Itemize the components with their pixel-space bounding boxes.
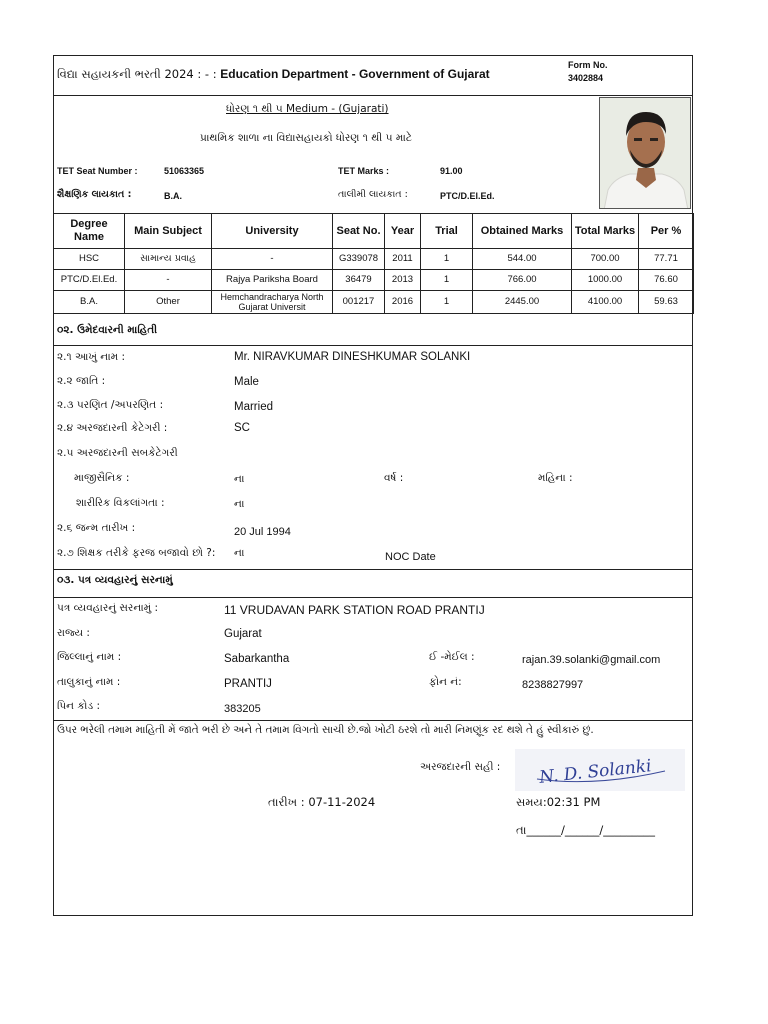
teacher-value: ના xyxy=(234,547,245,559)
tet-marks-label: TET Marks : xyxy=(338,166,390,176)
subcategory-label: ૨.૫ અરજદારની સબકેટેગરી xyxy=(57,447,178,459)
taluka-label: તાલુકાનું નામ : xyxy=(57,676,121,688)
column-header: Year xyxy=(385,214,421,249)
gender-label: ૨.૨ જાતિ : xyxy=(57,375,106,387)
divider xyxy=(54,95,692,96)
column-header: Main Subject xyxy=(125,214,212,249)
tet-seat-label: TET Seat Number : xyxy=(57,166,138,176)
ex-service-value: ના xyxy=(234,473,245,485)
section-candidate-heading: ૦૨. ઉમેદવારની માહિતી xyxy=(57,324,158,336)
table-cell: Hemchandracharya North Gujarat Universit xyxy=(212,291,333,314)
table-cell: Rajya Pariksha Board xyxy=(212,270,333,291)
signature-image xyxy=(515,749,685,791)
district-value: Sabarkantha xyxy=(224,653,290,665)
table-cell: 2013 xyxy=(385,270,421,291)
marks-table xyxy=(53,213,694,314)
blank-date-line: તા______/______/_________ xyxy=(516,823,655,837)
table-cell: B.A. xyxy=(54,291,125,314)
column-header: Trial xyxy=(421,214,473,249)
date-label: તારીખ : 07-11-2024 xyxy=(268,795,376,809)
qualification-value: B.A. xyxy=(164,191,182,201)
table-cell: 76.60 xyxy=(639,270,694,291)
table-cell: 59.63 xyxy=(639,291,694,314)
table-cell: 1 xyxy=(421,270,473,291)
gender-value: Male xyxy=(234,376,259,388)
table-cell: 1 xyxy=(421,249,473,270)
medium-heading: ધોરણ ૧ થી ૫ Medium - (Gujarati) xyxy=(226,103,389,115)
table-cell: 36479 xyxy=(333,270,385,291)
state-label: રાજ્ય : xyxy=(57,627,90,639)
email-value: rajan.39.solanki@gmail.com xyxy=(522,654,661,666)
table-cell: - xyxy=(212,249,333,270)
table-row xyxy=(54,249,694,270)
column-header: Degree Name xyxy=(54,214,125,249)
noc-date-label: NOC Date xyxy=(385,551,436,563)
phone-label: ફોન નં: xyxy=(429,676,462,688)
column-header: Seat No. xyxy=(333,214,385,249)
signature-stroke-icon xyxy=(515,749,685,791)
table-cell: સામાન્ય પ્રવાહ xyxy=(125,249,212,270)
disability-value: ના xyxy=(234,498,245,510)
form-no-value: 3402884 xyxy=(568,73,604,83)
taluka-value: PRANTIJ xyxy=(224,678,272,690)
state-value: Gujarat xyxy=(224,628,262,640)
table-cell: 4100.00 xyxy=(572,291,639,314)
qualification-label: શૈક્ષણિક લાયકાત : xyxy=(57,189,132,200)
table-cell: 766.00 xyxy=(473,270,572,291)
application-form xyxy=(53,55,693,916)
email-label: ઈ -મેઈલ : xyxy=(429,651,475,663)
table-cell: 77.71 xyxy=(639,249,694,270)
table-cell: 2445.00 xyxy=(473,291,572,314)
tet-marks-value: 91.00 xyxy=(440,166,463,176)
table-cell: 1 xyxy=(421,291,473,314)
pincode-value: 383205 xyxy=(224,703,261,715)
table-cell: G339078 xyxy=(333,249,385,270)
table-row xyxy=(54,291,694,314)
divider xyxy=(54,345,692,346)
dob-label: ૨.૬ જન્મ તારીખ : xyxy=(57,522,136,534)
month-label: મહિના : xyxy=(538,472,573,484)
table-cell: 2011 xyxy=(385,249,421,270)
category-value: SC xyxy=(234,422,250,434)
marital-value: Married xyxy=(234,401,273,413)
header-title xyxy=(57,67,490,82)
subtitle: પ્રાથમિક શાળા ના વિદ્યાસહાયકો ધોરણ ૧ થી ૫ માટે xyxy=(200,132,412,144)
table-cell: 700.00 xyxy=(572,249,639,270)
header-title-en: Education Department - Government of Gujarat xyxy=(220,67,490,81)
pincode-label: પિન કોડ : xyxy=(57,700,101,712)
training-label: તાલીમી લાયકાત : xyxy=(338,189,408,200)
column-header: Per % xyxy=(639,214,694,249)
table-cell: HSC xyxy=(54,249,125,270)
divider xyxy=(54,597,692,598)
column-header: Obtained Marks xyxy=(473,214,572,249)
training-value: PTC/D.El.Ed. xyxy=(440,191,495,201)
time-label: સમય:02:31 PM xyxy=(516,795,601,809)
ex-service-label: માજીસૈનિક : xyxy=(74,472,130,484)
name-value: Mr. NIRAVKUMAR DINESHKUMAR SOLANKI xyxy=(234,351,471,363)
address-label: પત્ર વ્યવહારનું સરનામું : xyxy=(57,602,159,614)
divider xyxy=(54,569,692,570)
header-title-gu: વિદ્યા સહાયકની ભરતી 2024 : - : xyxy=(57,67,217,81)
marital-label: ૨.૩ પરણિત /અપરણિત : xyxy=(57,399,164,411)
table-cell: Other xyxy=(125,291,212,314)
table-cell: 001217 xyxy=(333,291,385,314)
column-header: University xyxy=(212,214,333,249)
disability-label: શારીરિક વિકલાંગતા : xyxy=(76,497,165,509)
table-row xyxy=(54,270,694,291)
candidate-photo xyxy=(599,97,691,209)
signature-label: અરજદારની સહી : xyxy=(420,761,501,773)
table-cell: 2016 xyxy=(385,291,421,314)
district-label: જિલ્લાનું નામ : xyxy=(57,651,122,663)
table-cell: PTC/D.El.Ed. xyxy=(54,270,125,291)
column-header: Total Marks xyxy=(572,214,639,249)
phone-value: 8238827997 xyxy=(522,679,584,691)
person-photo-icon xyxy=(600,98,691,209)
tet-seat-value: 51063365 xyxy=(164,166,205,176)
table-cell: 544.00 xyxy=(473,249,572,270)
divider xyxy=(54,720,692,721)
signature-text: N. D. Solanki xyxy=(538,756,653,788)
table-cell: 1000.00 xyxy=(572,270,639,291)
category-label: ૨.૪ અરજદારની કેટેગરી : xyxy=(57,422,168,434)
declaration-text: ઉપર ભરેલી તમામ માહિતી મેં જાતે ભરી છે અને તે તમામ વિગતો સાચી છે.જો ખોટી ઠરશે તો મારી નિમણૂંક રદ થશે તે હું સ્વીકારું છું. xyxy=(57,724,594,736)
table-cell: - xyxy=(125,270,212,291)
form-no-label: Form No. xyxy=(568,60,608,70)
name-label: ૨.૧ આખું નામ : xyxy=(57,351,125,363)
dob-value: 20 Jul 1994 xyxy=(234,526,291,538)
teacher-label: ૨.૭ શિક્ષક તરીકે ફરજ બજાવો છો ?: xyxy=(57,547,216,559)
address-value: 11 VRUDAVAN PARK STATION ROAD PRANTIJ xyxy=(224,603,485,617)
section-address-heading: ૦૩. પત્ર વ્યવહારનું સરનામું xyxy=(57,574,173,586)
table-header-row xyxy=(54,214,694,249)
year-label: વર્ષ : xyxy=(384,472,404,484)
